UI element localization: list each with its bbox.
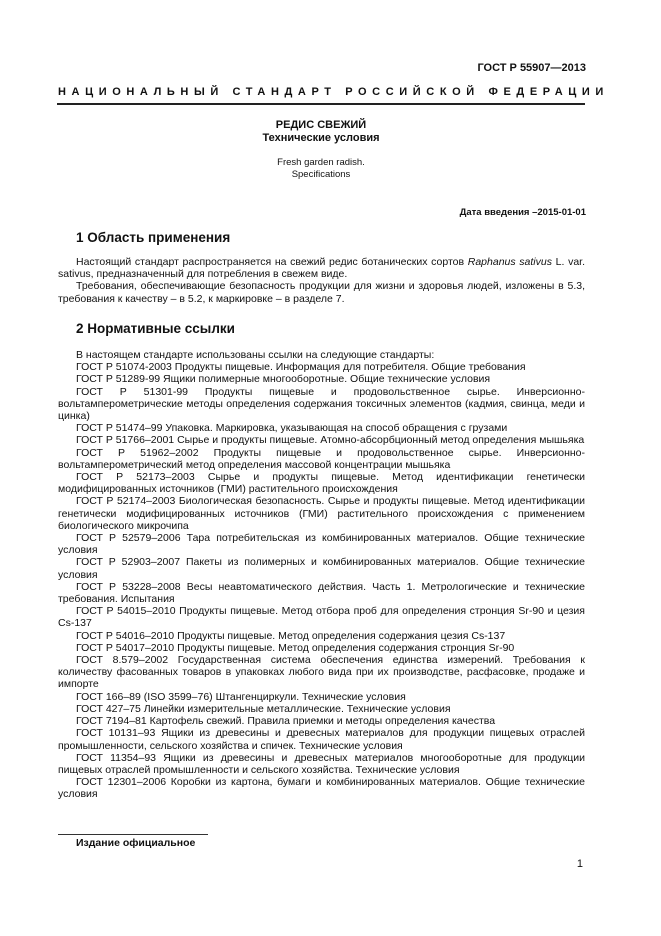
reference-item: ГОСТ 11354–93 Ящики из древесины и древесных материалов многооборотные для продукции пищевых отраслей промышленности и сельского хозяйства. Технические условия	[58, 751, 585, 776]
document-title-en	[57, 157, 585, 181]
title-ru-line2: Технические условия	[262, 132, 380, 144]
reference-item: ГОСТ Р 51289-99 Ящики полимерные многооборотные. Общие технические условия	[76, 373, 491, 386]
section1-heading: 1 Область применения	[76, 230, 231, 245]
reference-item: ГОСТ 166–89 (ISO 3599–76) Штангенциркули. Технические условия	[76, 690, 406, 703]
header-rule	[57, 103, 585, 105]
document-title	[57, 119, 585, 145]
section1-body	[58, 256, 585, 305]
reference-item: ГОСТ Р 51962–2002 Продукты пищевые и продовольственное сырье. Инверсионно-вольтамперометрический метод определения массовой концентрации мышьяка	[58, 446, 585, 471]
reference-item: ГОСТ 7194–81 Картофель свежий. Правила приемки и методы определения качества	[76, 715, 496, 728]
effective-date: Дата введения –2015-01-01	[459, 207, 586, 218]
references-list	[58, 349, 585, 801]
section1-paragraph2: Требования, обеспечивающие безопасность продукции для жизни и здоровья людей, изложены в 5.3, требования к качеству – в 5.2, к маркировке – в разделе 7.	[58, 280, 585, 305]
reference-item: ГОСТ Р 52174–2003 Биологическая безопасность. Сырье и продукты пищевые. Метод идентификации генетически модифицированных источников (ГМИ) растительного происхождения с применением биологического микрочипа	[58, 495, 585, 532]
reference-item: ГОСТ Р 52173–2003 Сырье и продукты пищевые. Метод идентификации генетически модифицированных источников (ГМИ) растительного происхождения	[58, 471, 585, 496]
reference-item: ГОСТ Р 54017–2010 Продукты пищевые. Метод определения содержания стронция Sr-90	[76, 641, 515, 654]
section2-heading: 2 Нормативные ссылки	[76, 321, 235, 336]
footer-rule	[58, 834, 208, 835]
reference-item: ГОСТ 8.579–2002 Государственная система обеспечения единства измерений. Требования к количеству фасованных товаров в упаковках любого вида при их производстве, расфасовке, продаже и импорте	[58, 654, 585, 691]
reference-item: ГОСТ Р 52579–2006 Тара потребительская из комбинированных материалов. Общие технические условия	[58, 532, 585, 557]
page-number: 1	[576, 858, 583, 870]
title-en-line2: Specifications	[291, 169, 351, 180]
reference-item: ГОСТ Р 54015–2010 Продукты пищевые. Метод отбора проб для определения стронция Sr-90 и цезия Cs-137	[58, 605, 585, 630]
title-ru-line1: РЕДИС СВЕЖИЙ	[275, 119, 367, 131]
reference-item: ГОСТ Р 51474–99 Упаковка. Маркировка, указывающая на способ обращения с грузами	[76, 422, 508, 435]
reference-item: ГОСТ 427–75 Линейки измерительные металлические. Технические условия	[76, 702, 451, 715]
reference-item: ГОСТ Р 53228–2008 Весы неавтоматического действия. Часть 1. Метрологические и технические требования. Испытания	[58, 580, 585, 606]
reference-item: ГОСТ Р 54016–2010 Продукты пищевые. Метод определения содержания цезия Cs-137	[76, 629, 506, 642]
reference-item: ГОСТ Р 52903–2007 Пакеты из полимерных и комбинированных материалов. Общие технические условия	[58, 556, 585, 581]
section1-paragraph1: Настоящий стандарт распространяется на свежий редис ботанических сортов Raphanus sativus L. var. sativus, предназначенный для потребления в свежем виде.	[58, 256, 586, 281]
references-intro: В настоящем стандарте использованы ссылки на следующие стандарты:	[76, 349, 435, 361]
title-en-line1: Fresh garden radish.	[277, 157, 365, 168]
edition-note: Издание официальное	[76, 837, 196, 849]
standard-banner: НАЦИОНАЛЬНЫЙ СТАНДАРТ РОССИЙСКОЙ ФЕДЕРАЦИИ	[58, 86, 609, 98]
reference-item: ГОСТ Р 51766–2001 Сырье и продукты пищевые. Атомно-абсорбционный метод определения мышьяка	[76, 434, 585, 447]
reference-item: ГОСТ 10131–93 Ящики из древесины и древесных материалов для продукции пищевых отраслей промышленности, сельского хозяйства и спичек. Технические условия	[58, 727, 585, 752]
document-code: ГОСТ Р 55907—2013	[477, 62, 586, 74]
reference-item: ГОСТ Р 51074-2003 Продукты пищевые. Информация для потребителя. Общие требования	[76, 361, 526, 374]
reference-items	[58, 361, 585, 800]
reference-item: ГОСТ 12301–2006 Коробки из картона, бумаги и комбинированных материалов. Общие технические условия	[58, 776, 585, 801]
reference-item: ГОСТ Р 51301-99 Продукты пищевые и продовольственное сырье. Инверсионно-вольтамперометрические методы определения содержания токсичных элементов (кадмия, свинца, меди и цинка)	[58, 385, 585, 423]
